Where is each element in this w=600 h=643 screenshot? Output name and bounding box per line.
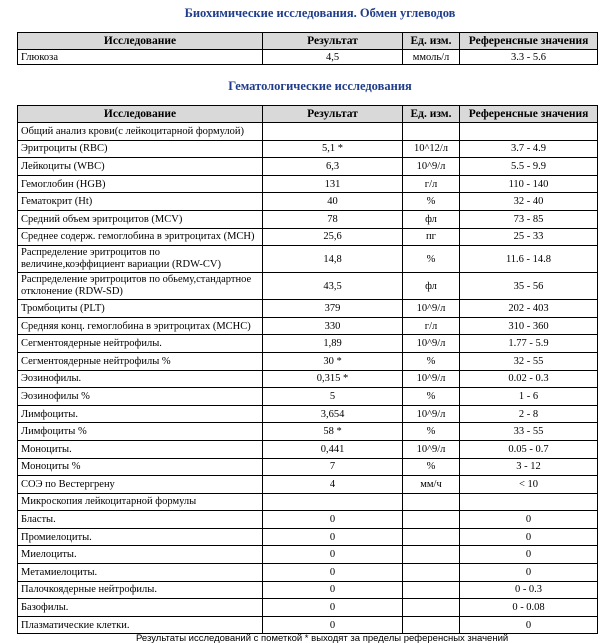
column-header: Референсные значения xyxy=(460,106,598,123)
test-name-cell: Средний объем эритроцитов (MCV) xyxy=(18,210,263,228)
table-row xyxy=(18,423,598,441)
reference-cell: 25 - 33 xyxy=(460,228,598,246)
table-row xyxy=(18,370,598,388)
test-name-cell: Гематокрит (Ht) xyxy=(18,193,263,211)
biochem-title: Биохимические исследования. Обмен углеводов xyxy=(184,6,456,20)
table-row xyxy=(18,528,598,546)
test-name-cell: Тромбоциты (PLT) xyxy=(18,300,263,318)
reference-cell: 0 xyxy=(460,528,598,546)
hematology-title: Гематологические исследования xyxy=(228,79,412,93)
table-row xyxy=(18,335,598,353)
result-cell: 0 xyxy=(263,616,403,634)
hematology-table xyxy=(17,105,598,634)
test-name-cell: Лейкоциты (WBC) xyxy=(18,158,263,176)
result-cell: 30 * xyxy=(263,352,403,370)
test-name-cell: Средняя конц. гемоглобина в эритроцитах (MCHC) xyxy=(18,317,263,335)
unit-cell: 10^9/л xyxy=(403,300,460,318)
test-name-cell: Плазматические клетки. xyxy=(18,616,263,634)
test-name-cell: Распределение эритроцитов по обьему,стандартное отклонение (RDW-SD) xyxy=(18,273,263,300)
unit-cell: 10^12/л xyxy=(403,140,460,158)
column-header: Результат xyxy=(263,33,403,50)
table-row xyxy=(18,564,598,582)
test-name-cell: Бласты. xyxy=(18,511,263,529)
reference-cell: 310 - 360 xyxy=(460,317,598,335)
reference-cell: 32 - 55 xyxy=(460,352,598,370)
result-cell: 0 xyxy=(263,511,403,529)
reference-cell: 0.02 - 0.3 xyxy=(460,370,598,388)
test-name-cell: Общий анализ крови(с лейкоцитарной формулой) xyxy=(18,123,263,141)
unit-cell: % xyxy=(403,423,460,441)
unit-cell: % xyxy=(403,246,460,273)
reference-cell: 0.05 - 0.7 xyxy=(460,440,598,458)
unit-cell xyxy=(403,616,460,634)
reference-cell: 202 - 403 xyxy=(460,300,598,318)
result-cell: 379 xyxy=(263,300,403,318)
table-row xyxy=(18,599,598,617)
test-name-cell: Сегментоядерные нейтрофилы. xyxy=(18,335,263,353)
test-name-cell: Моноциты. xyxy=(18,440,263,458)
result-cell: 58 * xyxy=(263,423,403,441)
result-cell: 4 xyxy=(263,476,403,494)
test-name-cell: Среднее содерж. гемоглобина в эритроцитах (MCH) xyxy=(18,228,263,246)
result-cell: 1,89 xyxy=(263,335,403,353)
result-cell: 0 xyxy=(263,599,403,617)
test-name-cell: Распределение эритроцитов по величине,коэффициент вариации (RDW-CV) xyxy=(18,246,263,273)
table-row xyxy=(18,458,598,476)
unit-cell: % xyxy=(403,352,460,370)
result-cell: 0,315 * xyxy=(263,370,403,388)
result-cell: 131 xyxy=(263,175,403,193)
result-cell: 330 xyxy=(263,317,403,335)
unit-cell: 10^9/л xyxy=(403,370,460,388)
column-header: Результат xyxy=(263,106,403,123)
unit-cell xyxy=(403,581,460,599)
reference-cell: 1 - 6 xyxy=(460,388,598,406)
table-row xyxy=(18,300,598,318)
test-name-cell: Эозинофилы. xyxy=(18,370,263,388)
unit-cell xyxy=(403,564,460,582)
test-name-cell: Лимфоциты % xyxy=(18,423,263,441)
reference-cell: 73 - 85 xyxy=(460,210,598,228)
table-row xyxy=(18,476,598,494)
unit-cell: 10^9/л xyxy=(403,405,460,423)
unit-cell: % xyxy=(403,193,460,211)
result-cell: 40 xyxy=(263,193,403,211)
unit-cell xyxy=(403,511,460,529)
result-cell: 25,6 xyxy=(263,228,403,246)
table-row xyxy=(18,175,598,193)
unit-cell: мм/ч xyxy=(403,476,460,494)
biochem-table xyxy=(17,32,598,65)
table-row xyxy=(18,388,598,406)
reference-cell: 35 - 56 xyxy=(460,273,598,300)
unit-cell: пг xyxy=(403,228,460,246)
reference-cell: 0 xyxy=(460,616,598,634)
unit-cell: г/л xyxy=(403,175,460,193)
table-row xyxy=(18,440,598,458)
unit-cell xyxy=(403,528,460,546)
result-cell: 7 xyxy=(263,458,403,476)
reference-cell: 2 - 8 xyxy=(460,405,598,423)
reference-cell: 32 - 40 xyxy=(460,193,598,211)
table-row xyxy=(18,616,598,634)
unit-cell xyxy=(403,546,460,564)
unit-cell: фл xyxy=(403,210,460,228)
test-name-cell: Миелоциты. xyxy=(18,546,263,564)
test-name-cell: СОЭ по Вестергрену xyxy=(18,476,263,494)
test-name-cell: Микроскопия лейкоцитарной формулы xyxy=(18,493,263,511)
result-cell: 6,3 xyxy=(263,158,403,176)
reference-cell: 0 - 0.3 xyxy=(460,581,598,599)
table-row xyxy=(18,546,598,564)
unit-cell xyxy=(403,493,460,511)
test-name-cell: Эозинофилы % xyxy=(18,388,263,406)
test-name-cell: Гемоглобин (HGB) xyxy=(18,175,263,193)
table-row xyxy=(18,158,598,176)
column-header: Референсные значения xyxy=(460,33,598,50)
test-name-cell: Метамиелоциты. xyxy=(18,564,263,582)
table-row xyxy=(18,123,598,141)
column-header: Ед. изм. xyxy=(403,106,460,123)
unit-cell: г/л xyxy=(403,317,460,335)
test-name-cell: Промиелоциты. xyxy=(18,528,263,546)
unit-cell: фл xyxy=(403,273,460,300)
unit-cell: 10^9/л xyxy=(403,440,460,458)
result-cell: 5 xyxy=(263,388,403,406)
unit-cell: % xyxy=(403,458,460,476)
result-cell: 43,5 xyxy=(263,273,403,300)
table-row xyxy=(18,140,598,158)
result-cell xyxy=(263,493,403,511)
test-name-cell: Сегментоядерные нейтрофилы % xyxy=(18,352,263,370)
reference-cell: 0 xyxy=(460,564,598,582)
result-cell: 0,441 xyxy=(263,440,403,458)
reference-cell: 0 - 0.08 xyxy=(460,599,598,617)
table-row xyxy=(18,246,598,273)
reference-cell: 33 - 55 xyxy=(460,423,598,441)
table-row xyxy=(18,581,598,599)
reference-cell: < 10 xyxy=(460,476,598,494)
result-cell: 0 xyxy=(263,564,403,582)
column-header: Ед. изм. xyxy=(403,33,460,50)
unit-cell xyxy=(403,599,460,617)
reference-cell xyxy=(460,123,598,141)
table-row xyxy=(18,352,598,370)
result-cell: 78 xyxy=(263,210,403,228)
reference-cell: 3 - 12 xyxy=(460,458,598,476)
unit-cell: 10^9/л xyxy=(403,335,460,353)
result-cell: 5,1 * xyxy=(263,140,403,158)
table-row xyxy=(18,405,598,423)
result-cell: 14,8 xyxy=(263,246,403,273)
test-name-cell: Эритроциты (RBC) xyxy=(18,140,263,158)
footer-note: Результаты исследований с пометкой * выходят за пределы референсных значений xyxy=(136,633,509,643)
unit-cell: ммоль/л xyxy=(403,50,460,65)
result-cell: 4,5 xyxy=(263,50,403,65)
test-name-cell: Моноциты % xyxy=(18,458,263,476)
unit-cell: 10^9/л xyxy=(403,158,460,176)
reference-cell: 1.77 - 5.9 xyxy=(460,335,598,353)
reference-cell xyxy=(460,493,598,511)
reference-cell: 0 xyxy=(460,511,598,529)
reference-cell: 0 xyxy=(460,546,598,564)
test-name-cell: Лимфоциты. xyxy=(18,405,263,423)
table-row xyxy=(18,228,598,246)
test-name-cell: Глюкоза xyxy=(18,50,263,65)
table-row xyxy=(18,193,598,211)
reference-cell: 3.7 - 4.9 xyxy=(460,140,598,158)
table-row xyxy=(18,210,598,228)
result-cell xyxy=(263,123,403,141)
table-row xyxy=(18,273,598,300)
unit-cell xyxy=(403,123,460,141)
column-header: Исследование xyxy=(18,33,263,50)
column-header: Исследование xyxy=(18,106,263,123)
unit-cell: % xyxy=(403,388,460,406)
table-row xyxy=(18,317,598,335)
test-name-cell: Базофилы. xyxy=(18,599,263,617)
reference-cell: 5.5 - 9.9 xyxy=(460,158,598,176)
result-cell: 3,654 xyxy=(263,405,403,423)
table-row xyxy=(18,50,598,65)
test-name-cell: Палочкоядерные нейтрофилы. xyxy=(18,581,263,599)
result-cell: 0 xyxy=(263,546,403,564)
result-cell: 0 xyxy=(263,528,403,546)
reference-cell: 110 - 140 xyxy=(460,175,598,193)
table-row xyxy=(18,493,598,511)
reference-cell: 3.3 - 5.6 xyxy=(460,50,598,65)
result-cell: 0 xyxy=(263,581,403,599)
table-row xyxy=(18,511,598,529)
reference-cell: 11.6 - 14.8 xyxy=(460,246,598,273)
